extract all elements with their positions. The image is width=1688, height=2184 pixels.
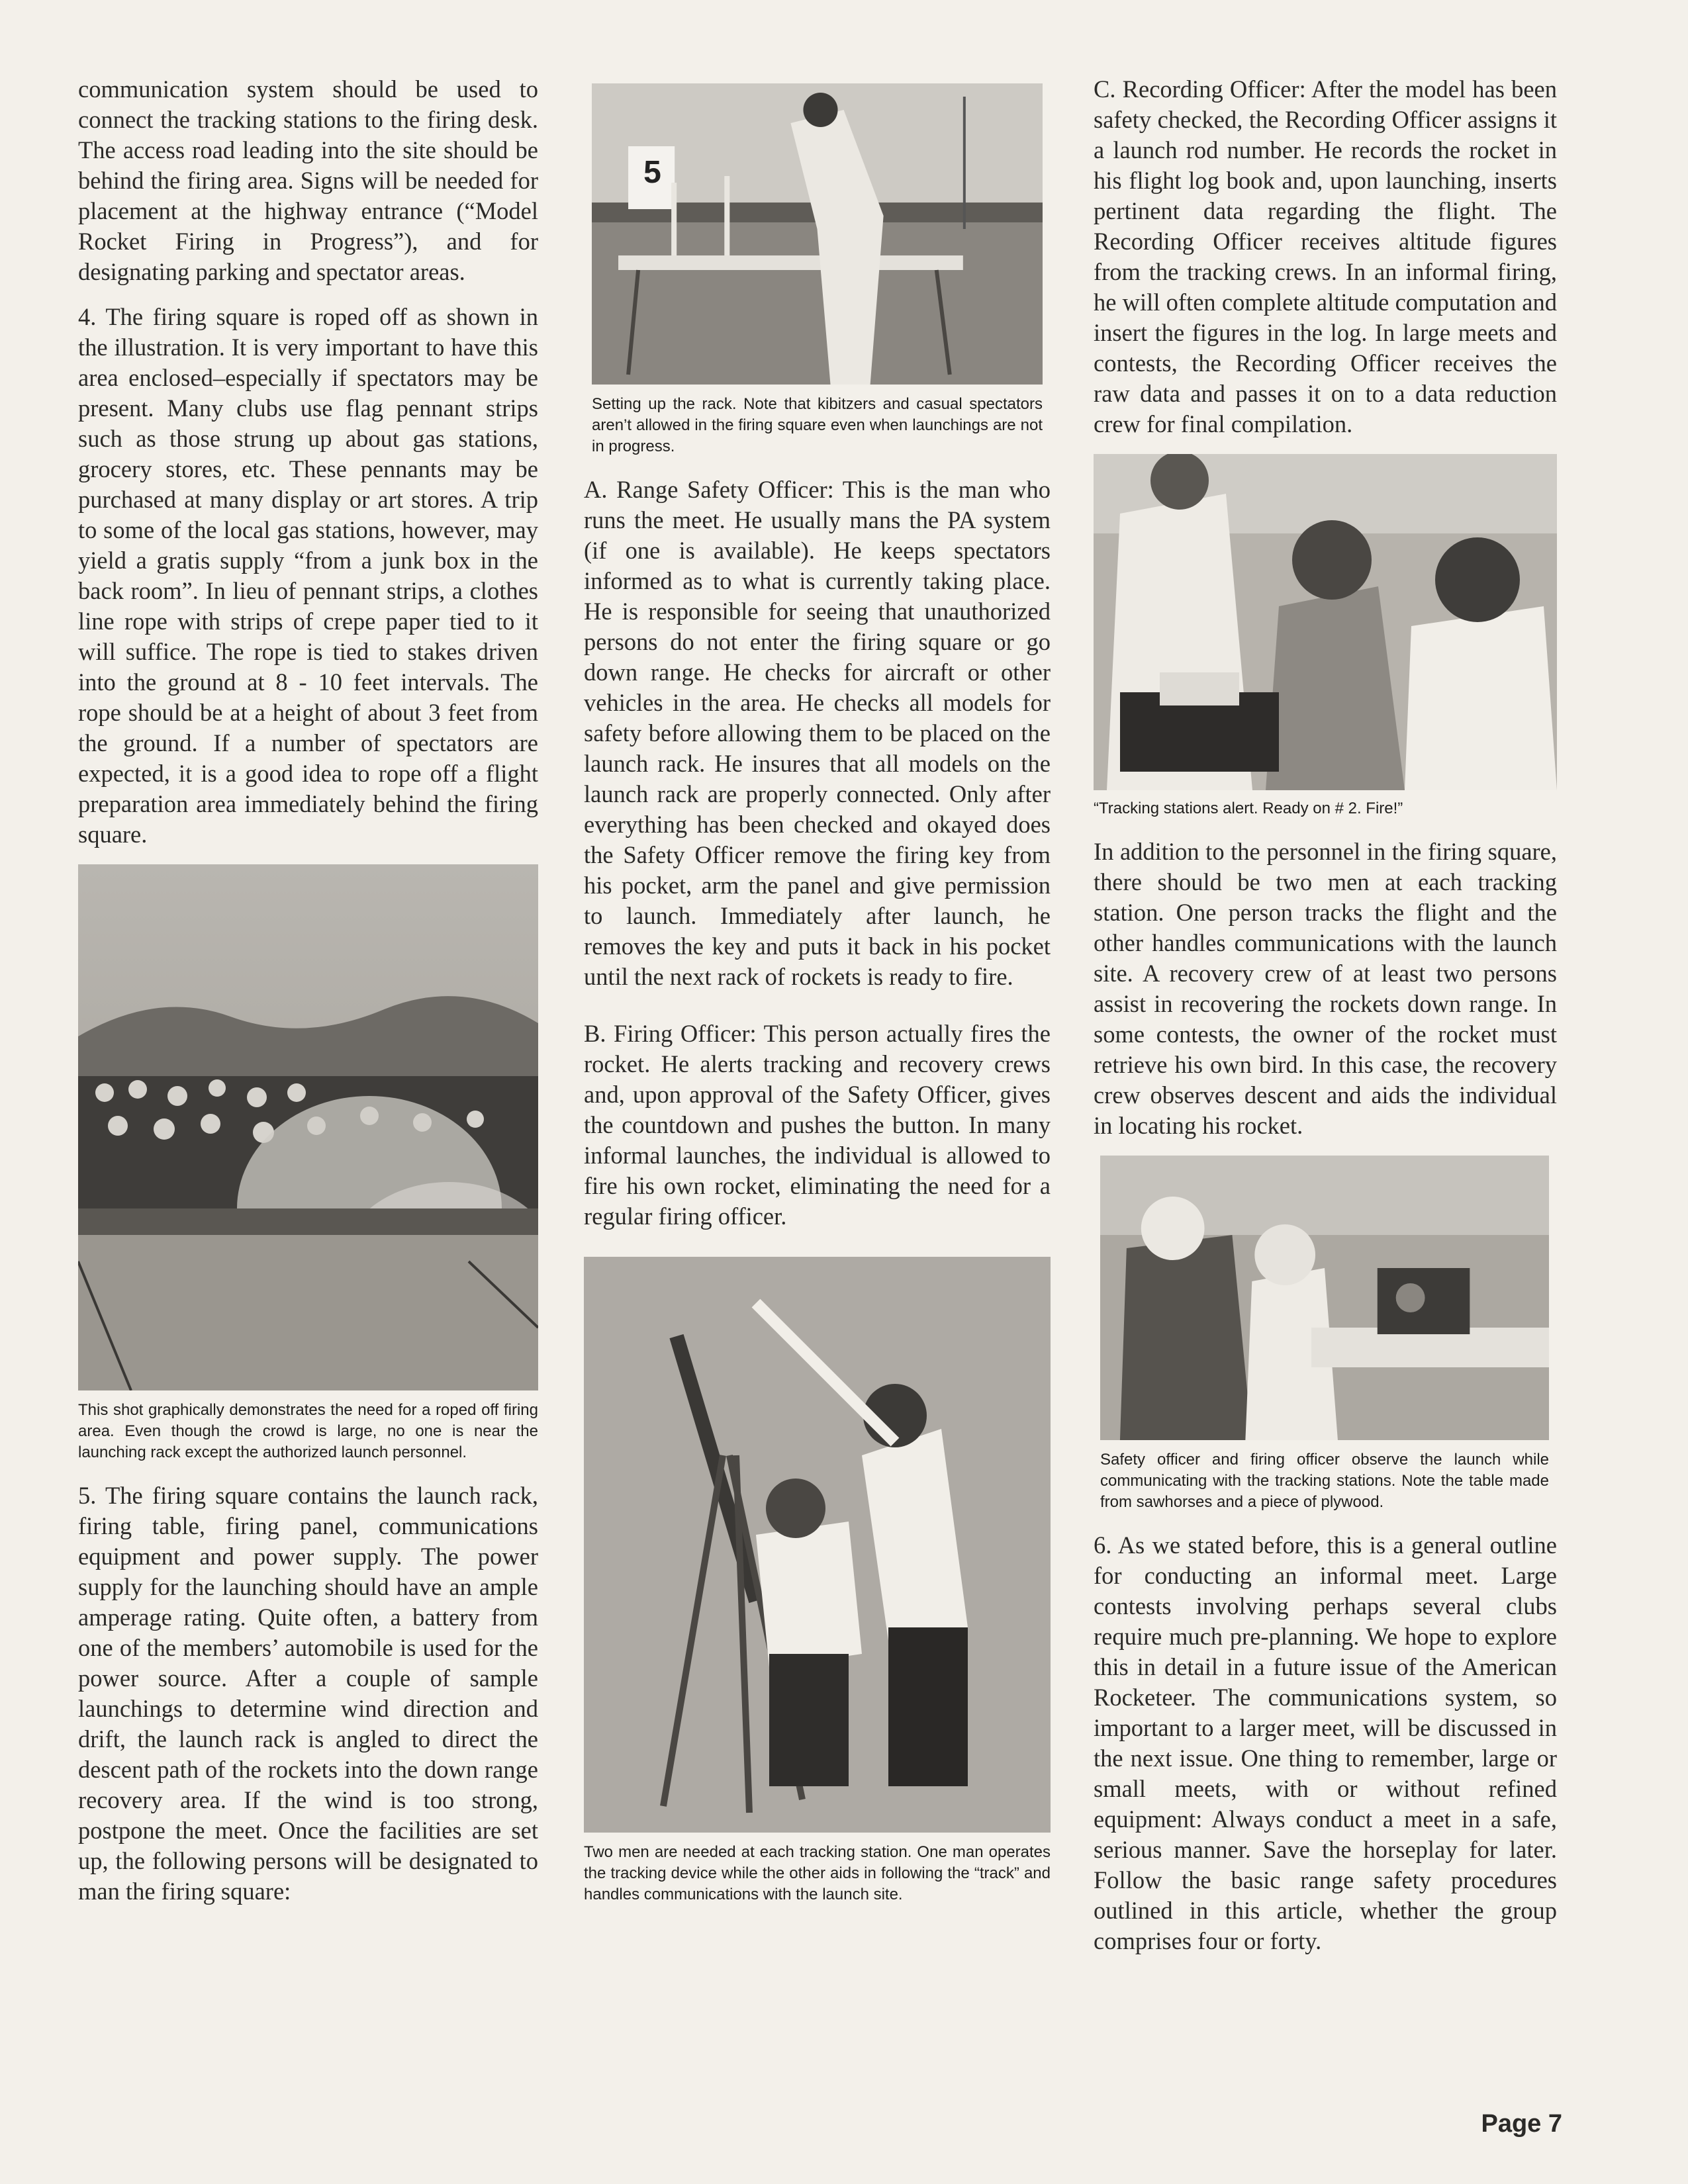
caption-officers-observe: Safety officer and firing officer observe the launch while communicating with the tracking stations. Note the table made from sawhorses and a piece of plywood. — [1100, 1451, 1549, 1511]
photo-setting-up-rack-image — [592, 83, 1043, 385]
photo-crowd-launch — [78, 864, 538, 1390]
paragraph-5: 5. The firing square contains the launch rack, firing table, firing panel, communications equipment and power supply. The power supply for the launching should have an ample amperage rating. Quite often, a battery from one of the members’ automobile is used for the power source. After a couple of sample launchings to determine wind direction and drift, the launch rack is angled to direct the descent path of the rockets into the down range recovery area. If the wind is too strong, postpone the meet. Once the facilities are set up, the following persons will be designated to man the firing square: — [78, 1482, 538, 1905]
caption-setting-up-rack: Setting up the rack. Note that kibitzers and casual spectators aren’t allowed in the firing square even when launchings are not in progress. — [592, 395, 1043, 455]
column-3 — [1094, 74, 1557, 1971]
paragraph-recording-officer: C. Recording Officer: After the model has been safety checked, the Recording Officer assigns it a launch rod number. He records the rocket in his flight log book and, upon launching, inserts pertinent data regarding the flight. The Recording Officer receives altitude figures from the tracking crews. In an informal firing, he will often complete altitude computation and insert the figures in the log. In large meets and contests, the Recording Officer receives the raw data and passes it on to a data reduction crew for final compilation. — [1094, 75, 1557, 437]
paragraph-6: 6. As we stated before, this is a general outline for conducting an informal meet. Large contests involving perhaps several clubs require much pre-planning. We hope to explore this in detail in a future issue of the American Rocketeer. The communications system, so important to a larger meet, will be discussed in the next issue. One thing to remember, large or small meets, with or without refined equipment: Always conduct a meet in a safe, serious manner. Save the horseplay for later. Follow the basic range safety procedures outlined in this article, whether the group comprises four or forty. — [1094, 1531, 1557, 1954]
paragraph-additional-personnel: In addition to the personnel in the firing square, there should be two men at each tracking station. One person tracks the flight and the other handles communications with the launch site. A recovery crew of at least two persons assist in recovering the rockets down range. In some contests, the owner of the rocket must retrieve his own bird. In this case, the recovery crew observes descent and aids the individual in locating his rocket. — [1094, 838, 1557, 1139]
caption-crowd-launch: This shot graphically demonstrates the need for a roped off firing area. Even though the crowd is large, no one is near the launching rack except the authorized launch personnel. — [78, 1401, 538, 1461]
paragraph-4: 4. The firing square is roped off as shown in the illustration. It is very important to have this area enclosed–especially if spectators may be present. Many clubs use flag pennant strips such as those strung up about gas stations, grocery stores, etc. These pennants may be purchased at many display or art stores. A trip to some of the local gas stations, however, may yield a gratis supply “from a junk box in the back room”. In lieu of pennant strips, a clothes line rope with strips of crepe paper tied to it will suffice. The rope is tied to stakes driven into the ground at 8 - 10 feet intervals. The rope should be at a height of about 3 feet from the ground. If a number of spectators are expected, it is a good idea to rope off a flight preparation area immediately behind the firing square. — [78, 303, 538, 848]
photo-crowd-launch-image — [78, 864, 538, 1390]
page-number: Page 7 — [1481, 2110, 1562, 2138]
paragraph-range-safety-officer: A. Range Safety Officer: This is the man who runs the meet. He usually mans the PA system (if one is available). He keeps spectators informed as to what is currently taking place. He is responsible for seeing that unauthorized persons do not enter the firing square or go down range. He checks for aircraft or other vehicles in the area. He checks all models for safety before allowing them to be placed on the launch rack. He insures that all models on the launch rack are properly connected. Only after everything has been checked and okayed does the Safety Officer remove the firing key from his pocket, arm the panel and give permission to launch. Immediately after launch, he removes the key and puts it back in his pocket until the next rack of rockets is ready to fire. — [584, 476, 1051, 990]
photo-officers-observe — [1100, 1156, 1549, 1440]
paragraph-intro: communication system should be used to connect the tracking stations to the firing desk. The access road leading into the site should be behind the firing area. Signs will be needed for placement at the highway entrance (“Model Rocket Firing in Progress”), and for designating parking and spectator areas. — [78, 75, 538, 285]
photo-tracking-alert — [1094, 454, 1557, 790]
paragraph-firing-officer: B. Firing Officer: This person actually fires the rocket. He alerts tracking and recovery crews and, upon approval of the Safety Officer, gives the countdown and pushes the button. In many informal launches, the individual is allowed to fire his own rocket, eliminating the need for a regular firing officer. — [584, 1020, 1051, 1230]
column-2 — [584, 74, 1051, 1923]
caption-tracking-station: Two men are needed at each tracking station. One man operates the tracking device while the other aids in following the “track” and handles communications with the launch site. — [584, 1843, 1051, 1903]
rack-sign-number: 5 — [643, 155, 661, 190]
caption-tracking-alert: “Tracking stations alert. Ready on # 2. Fire!” — [1094, 799, 1403, 817]
photo-setting-up-rack — [592, 83, 1043, 385]
photo-tracking-station — [584, 1257, 1051, 1833]
photo-tracking-alert-image — [1094, 454, 1557, 790]
photo-officers-observe-image — [1100, 1156, 1549, 1440]
column-1 — [78, 74, 538, 1921]
photo-tracking-station-image — [584, 1257, 1051, 1833]
